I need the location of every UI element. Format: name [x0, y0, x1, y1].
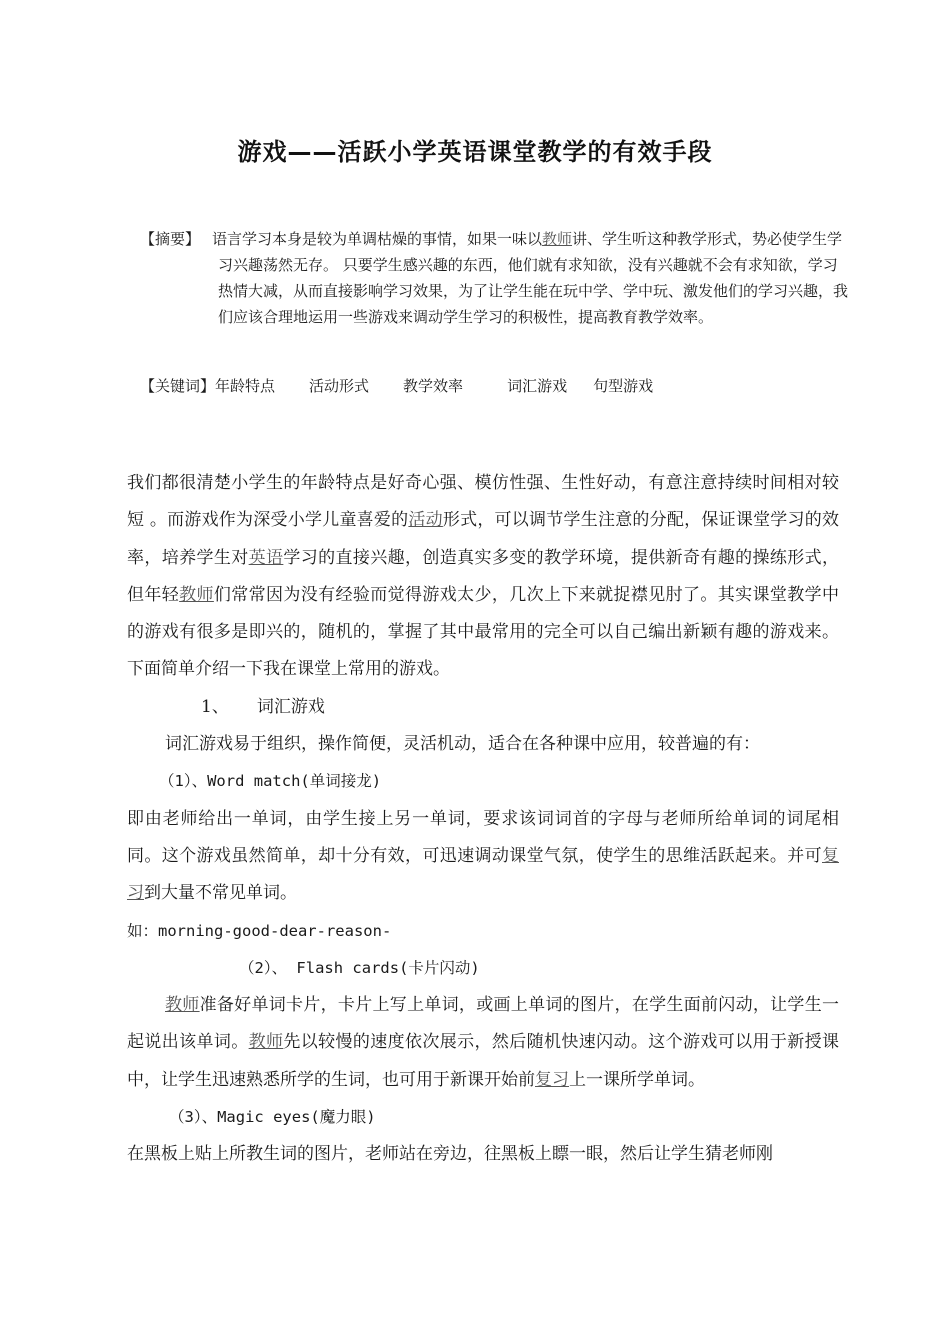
abstract-text-part: 语言学习本身是较为单调枯燥的事情，如果一味以: [212, 230, 543, 248]
text-run: 学习的直接兴趣，创造真实多变的教学环境，提供新奇有趣的操练形式，但年轻: [127, 547, 839, 605]
item-heading: （1）、Word match(单词接龙): [159, 772, 382, 791]
abstract-text: [212, 226, 850, 330]
paragraph-item2: [127, 987, 839, 1099]
abstract-block: [140, 226, 850, 330]
keyword-item: 词汇游戏: [507, 377, 568, 395]
text-run: 们常常因为没有经验而觉得游戏太少，几次上下来就捉襟见肘了。其实课堂教学中的游戏有很多是即兴的，随机的，掌握了其中最常用的完全可以自己编出新颖有趣的游戏来。下面简单介绍一下我在课堂上常用的游戏。: [127, 584, 839, 680]
paragraph-item1: [127, 801, 839, 913]
paragraph-item3: 在黑板上贴上所教生词的图片，老师站在旁边，往黑板上瞟一眼，然后让学生猜老师刚: [127, 1144, 773, 1165]
link-english[interactable]: 英语: [248, 547, 284, 568]
section-title: 词汇游戏: [256, 696, 325, 717]
text-run: 我们都很清楚小学生的年龄特点是好奇心强、模仿性强、生性好动，有意注意持续时间相对较短 。而游戏作为深受小学儿童喜爱的: [127, 473, 839, 531]
link-teacher[interactable]: 教师: [179, 584, 214, 605]
section-number: 1、: [201, 696, 229, 717]
keyword-item: 句型游戏: [593, 377, 654, 395]
link-teacher[interactable]: 教师: [542, 230, 573, 248]
text-run: 即由老师给出一单词，由学生接上另一单词，要求该词词首的字母与老师所给单词的词尾相同。这个游戏虽然简单，却十分有效，可迅速调动课堂气氛，使学生的思维活跃起来。并可: [127, 808, 839, 866]
keyword-item: 年龄特点: [215, 377, 276, 395]
page-title: 游戏——活跃小学英语课堂教学的有效手段: [237, 138, 713, 166]
item-heading: （3）、Magic eyes(魔力眼): [169, 1108, 376, 1127]
abstract-text-part: 讲、学生听这种教学形式，势必使学生学习兴趣荡然无存。 只要学生感兴趣的东西，他们就有求知欲，没有兴趣就不会有求知欲，学习热情大减，从而直接影响学习效果，为了让学生能在玩中学、学中玩、激发他们的学习兴趣，我们应该合理地运用一些游戏来调动学生学习的积极性，提高教育教学效率。: [218, 230, 849, 326]
link-teacher[interactable]: 教师: [165, 995, 200, 1016]
section-intro: 词汇游戏易于组织，操作简便，灵活机动，适合在各种课中应用，较普遍的有：: [165, 734, 760, 755]
keywords-block: [140, 374, 653, 398]
section-heading: [127, 689, 839, 726]
link-teacher[interactable]: 教师: [248, 1032, 284, 1053]
text-run: 先以较慢的速度依次展示，然后随机快速闪动。这个游戏可以用于新授课中，让学生迅速熟悉所学的生词，也可用于新课开始前: [127, 1032, 839, 1090]
keyword-item: 活动形式: [309, 377, 370, 395]
link-review[interactable]: 复习: [535, 1069, 569, 1090]
body-text: [127, 465, 839, 1174]
paragraph-intro: [127, 465, 839, 689]
text-run: 到大量不常见单词。: [144, 883, 297, 904]
keywords-label: 【关键词】: [140, 377, 216, 395]
text-run: 准备好单词卡片，卡片上写上单词，或画上单词的图片，在学生面前闪动，让学生一起说出该单词。: [127, 995, 840, 1053]
link-review[interactable]: 复习: [127, 845, 839, 904]
example-line: 如：morning-good-dear-reason-: [127, 921, 392, 940]
keyword-item: 教学效率: [403, 377, 464, 395]
text-run: 形式，可以调节学生注意的分配，保证课堂学习的效率，培养学生对: [127, 510, 840, 568]
link-activity[interactable]: 活动: [408, 510, 443, 531]
abstract-label: 【摘要】: [140, 230, 201, 248]
item-heading: （2）、 Flash cards(卡片闪动): [239, 958, 480, 977]
text-run: 上一课所学单词。: [569, 1069, 705, 1090]
